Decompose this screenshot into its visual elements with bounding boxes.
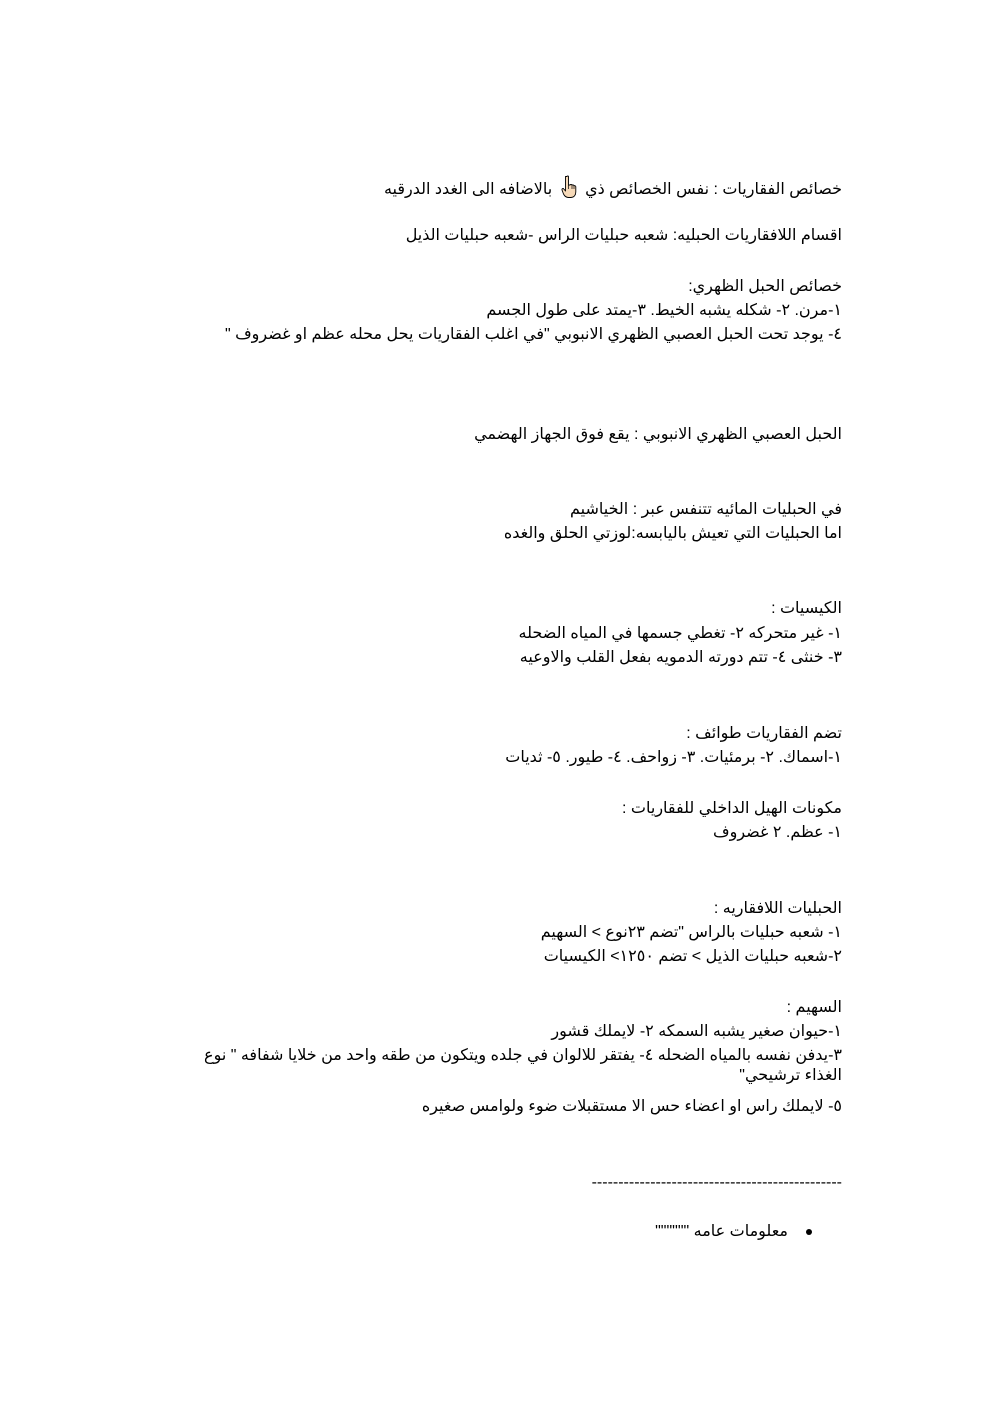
line-tunicates-2: ٣- خنثى ٤- تتم دورته الدمويه بفعل القلب والاوعيه [519,649,842,666]
line-nerve-cord: الحبل العصبي الظهري الانبوبي : يقع فوق الجهاز الهضمي [474,426,842,443]
line-land-breathing: اما الحبليات التي تعيش باليابسه:لوزتي الحلق والغده [503,525,842,542]
heading-invertebrate-chordates: الحبليات اللافقاريه : [713,900,842,917]
bullet-dot-icon [806,1229,812,1235]
heading-tunicates: الكيسيات : [771,600,842,617]
line-lancelet-2: ٣-يدفن نفسه بالمياه الضحله ٤- يفتقر للالوان في جلده ويتكون من طقه واحد من خلايا شفافه " نوع الغذاء ترشيحي" [204,1047,842,1084]
line-lancelet-1: ١-حيوان صغير يشبه السمكه ٢- لايملك قشور [551,1023,842,1040]
line-text-pre: خصائص الفقاريات : نفس الخصائص ذي [585,181,842,199]
line-notochord-2: ٤- يوجد تحت الحبل العصبي الظهري الانبوبي "في اغلب الفقاريات يحل محله عظم او غضروف " [224,326,842,343]
separator-line: ----------------------------------------------- [591,1174,842,1191]
line-aquatic-breathing: في الحبليات المائيه تتنفس عبر : الخياشيم [570,501,842,518]
line-tunicates-1: ١- غير متحركه ٢- تغطي جسمها في المياه الضحله [518,625,842,642]
line-vertebrate-classes: ١-اسماك. ٢- برمئيات. ٣- زواحف. ٤- طيور. ٥- ثديات [505,749,842,766]
line-invertebrate-chordates-2: ٢-شعبه حبليات الذيل > تضم ١٢٥٠> الكيسيات [543,948,842,965]
line-text-post: بالاضافه الى الغدد الدرقيه [383,181,553,199]
line-vertebrate-properties [384,175,842,205]
heading-vertebrate-classes: تضم الفقاريات طوائف : [686,725,842,742]
line-invertebrate-chordate-divisions: اقسام اللافقاريات الحبليه: شعبه حبليات الراس -شعبه حبليات الذيل [405,227,842,244]
line-invertebrate-chordates-1: ١- شعبه حبليات بالراس "تضم ٢٣نوع > السهيم [540,924,842,941]
line-lancelet-3: ٥- لايملك راس او اعضاء حس الا مستقبلات ضوء ولوامس صغيره [421,1098,842,1115]
bullet-general-info-label: معلومات عامه """""" [655,1223,788,1240]
heading-skeleton-components: مكونات الهيل الداخلي للفقاريات : [622,800,842,817]
line-skeleton-components: ١- عظم. ٢ غضروف [713,824,842,841]
heading-notochord-properties: خصائص الحبل الظهري: [688,278,842,295]
bullet-general-info [655,1222,842,1242]
heading-lancelet: السهيم : [786,999,842,1016]
line-notochord-1: ١-مرن. ٢- شكله يشبه الخيط. ٣-يمتد على طول الجسم [486,302,842,319]
pointing-hand-icon [561,175,577,205]
